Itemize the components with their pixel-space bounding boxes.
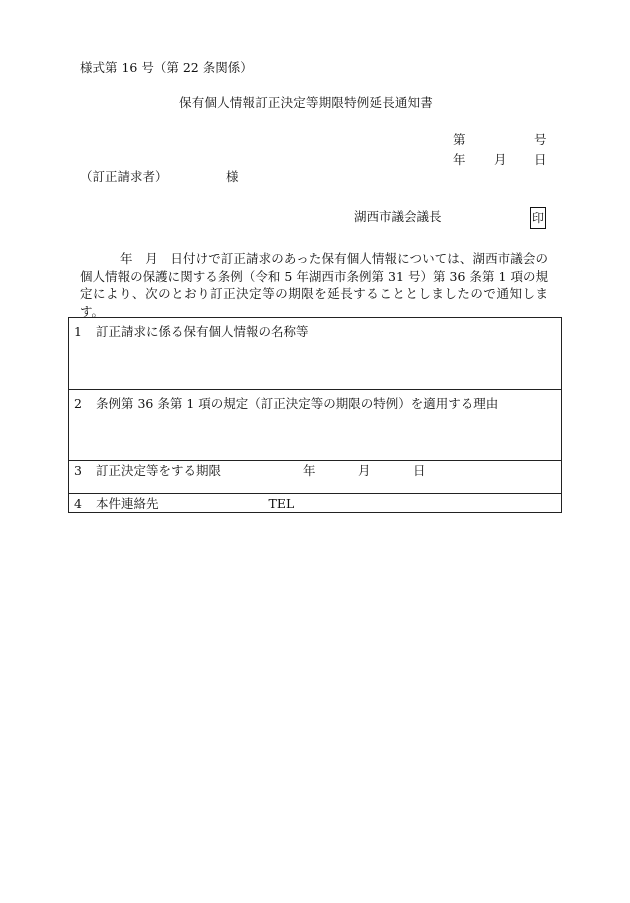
table-row	[69, 494, 562, 513]
row-label: 訂正決定等をする期限	[96, 463, 222, 478]
date-month-label: 月	[494, 152, 507, 167]
seal-mark: 印	[530, 207, 546, 229]
row-label: 本件連絡先	[96, 496, 159, 511]
date-year-label: 年	[453, 152, 466, 167]
row-label: 条例第 36 条第 1 項の規定（訂正決定等の期限の特例）を適用する理由	[96, 396, 499, 411]
deadline-month-label: 月	[358, 463, 371, 478]
table-cell	[69, 494, 562, 513]
document-title: 保有個人情報訂正決定等期限特例延長通知書	[179, 95, 434, 110]
row-label: 訂正請求に係る保有個人情報の名称等	[96, 324, 309, 339]
form-table	[68, 317, 562, 513]
row-number: 4	[74, 495, 82, 511]
table-cell	[69, 318, 562, 390]
table-row	[69, 390, 562, 461]
tel-label: TEL	[268, 495, 295, 511]
date-day-label: 日	[534, 152, 547, 167]
addressee-label: （訂正請求者）	[80, 169, 168, 184]
row-number: 2	[74, 395, 82, 411]
doc-number-prefix: 第	[453, 132, 466, 147]
addressee-honorific: 様	[226, 169, 239, 184]
row-number: 3	[74, 462, 82, 478]
doc-number-suffix: 号	[534, 132, 547, 147]
row-number: 1	[74, 323, 82, 339]
table-row	[69, 318, 562, 390]
table-row	[69, 461, 562, 494]
body-paragraph: 年 月 日付けで訂正請求のあった保有個人情報については、湖西市議会の個人情報の保護に関する条例（令和 5 年湖西市条例第 31 号）第 36 条第 1 項の規定により、次のとおり訂正決定等の期限を延長することとしましたので通知します。	[80, 251, 548, 319]
deadline-year-label: 年	[303, 463, 316, 478]
form-number: 様式第 16 号（第 22 条関係）	[80, 60, 253, 75]
table-cell	[69, 461, 562, 494]
table-cell	[69, 390, 562, 461]
deadline-day-label: 日	[413, 463, 426, 478]
issuer-name: 湖西市議会議長	[354, 209, 442, 224]
